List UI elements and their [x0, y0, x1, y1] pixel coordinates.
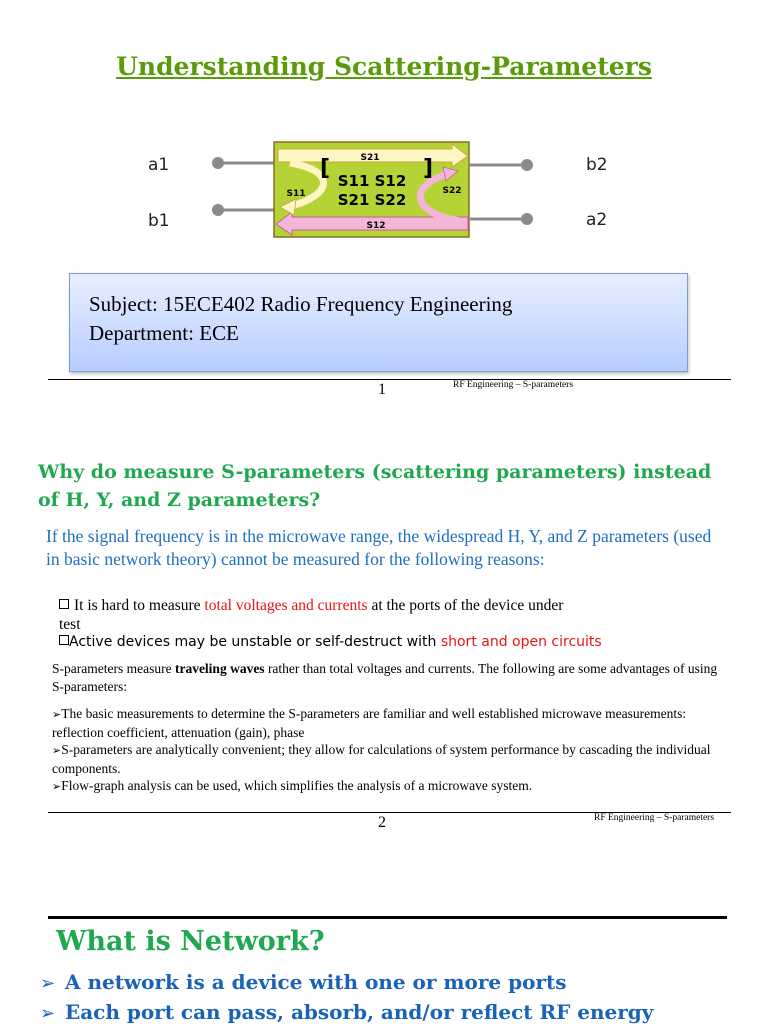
matrix-row2: S21 S22 [337, 191, 407, 209]
intro-paragraph: If the signal frequency is in the microwave range, the widespread H, Y, and Z parameters (used in basic network theory) cannot be measured for the following reasons: [46, 526, 712, 569]
page-number: 1 [378, 381, 386, 398]
slide1-title: Understanding Scattering-Parameters [116, 52, 652, 81]
footer-text: RF Engineering – S-parameters [453, 380, 574, 390]
port-terminal [212, 157, 224, 169]
footer-text: RF Engineering – S-parameters [594, 813, 715, 823]
checkbox-bullet-icon [59, 635, 69, 645]
matrix-row1: S11 S12 [337, 172, 407, 190]
subject-box [69, 273, 688, 372]
slide3-top-rule [48, 916, 727, 919]
advantages-intro: S-parameters measure traveling waves rather than total voltages and currents. The following are some advantages of using S-parameters: [52, 661, 718, 694]
two-port-s-parameter-diagram [140, 135, 620, 245]
b2-label: b2 [586, 155, 608, 175]
port-terminal [212, 204, 224, 216]
s21-label: S21 [360, 153, 380, 163]
a1-label: a1 [148, 155, 170, 175]
arrow-bullet-icon: ➢ [52, 780, 62, 793]
arrow-bullet-icon: ➢ [52, 708, 62, 721]
port-terminal [521, 213, 533, 225]
s12-label: S12 [366, 221, 386, 231]
slide3-title: What is Network? [56, 926, 325, 957]
matrix-left-bracket: [ [320, 156, 331, 181]
page-divider [48, 379, 731, 380]
subject-text: Subject: 15ECE402 Radio Frequency Engineering [89, 292, 513, 316]
advantage-item-1: ➢The basic measurements to determine the S-parameters are familiar and well established microwave measurements: reflection coefficient, attenuation (gain), phase [52, 706, 687, 740]
advantage-item-2: ➢S-parameters are analytically convenient; they allow for calculations of system performance by cascading the individual components. [52, 742, 711, 776]
reason-item-2: Active devices may be unstable or self-destruct with short and open circuits [59, 634, 709, 650]
reason-item-1: It is hard to measure total voltages and currents at the ports of the device under test [59, 597, 564, 633]
arrow-bullet-icon: ➢ [40, 973, 56, 994]
department-text: Department: ECE [89, 321, 239, 345]
s22-label: S22 [442, 186, 462, 196]
arrow-bullet-icon: ➢ [52, 744, 62, 757]
checkbox-bullet-icon [59, 599, 69, 609]
network-point-2: ➢ Each port can pass, absorb, and/or reflect RF energy [40, 1000, 654, 1024]
s11-label: S11 [286, 189, 306, 199]
advantage-item-3: ➢Flow-graph analysis can be used, which simplifies the analysis of a microwave system. [52, 778, 533, 793]
matrix-right-bracket: ] [423, 156, 434, 181]
b1-label: b1 [148, 211, 170, 231]
slide2-title: Why do measure S-parameters (scattering parameters) instead of H, Y, and Z parameters? [38, 461, 712, 511]
page-number: 2 [378, 814, 386, 831]
network-point-1: ➢ A network is a device with one or more ports [40, 970, 567, 994]
port-terminal [521, 159, 533, 171]
a2-label: a2 [586, 210, 608, 230]
arrow-bullet-icon: ➢ [40, 1003, 56, 1024]
